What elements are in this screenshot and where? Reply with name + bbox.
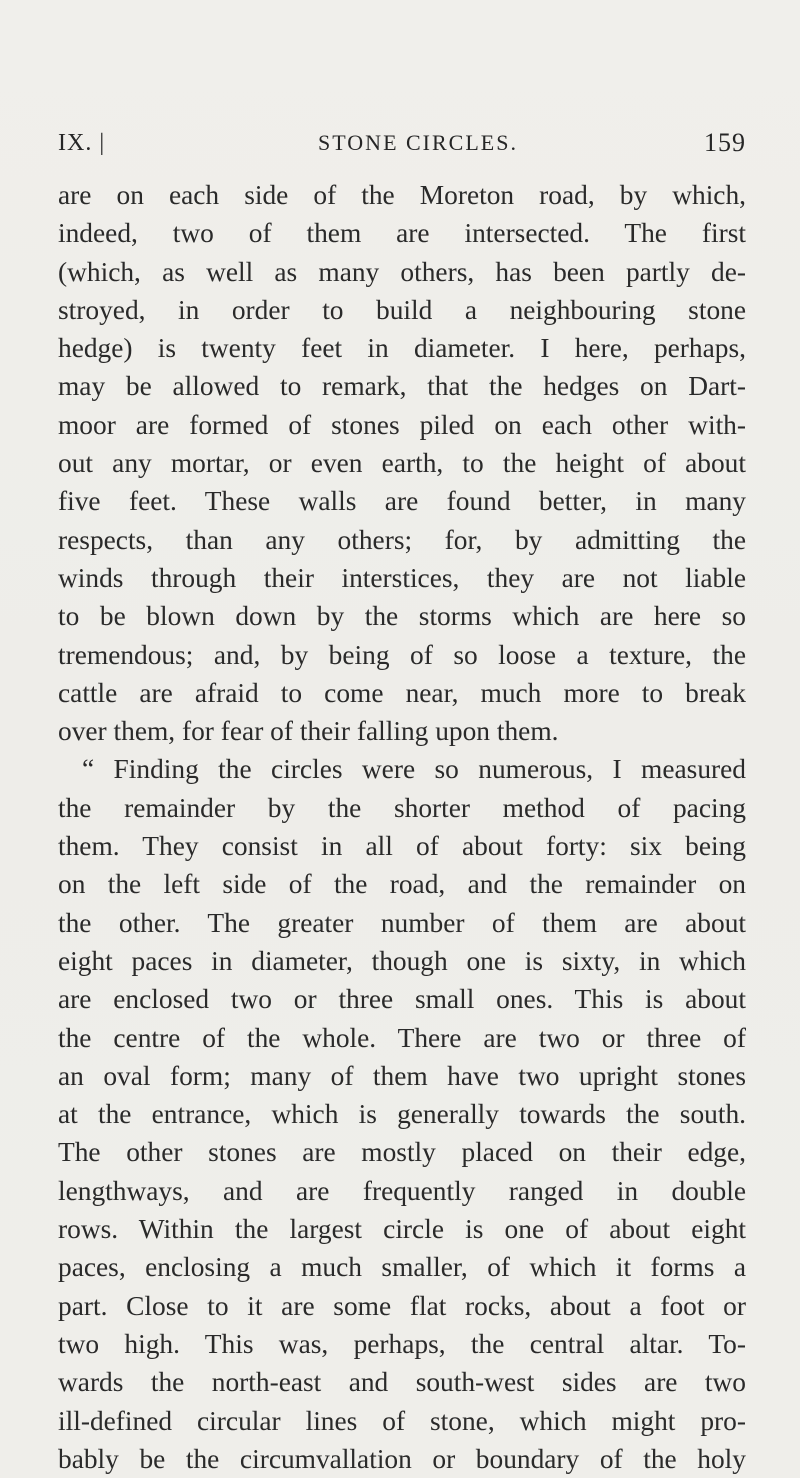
text-line: two high. This was, perhaps, the central altar. To- [58, 1328, 746, 1359]
running-title: STONE CIRCLES. [318, 130, 518, 155]
text-line: to be blown down by the storms which are here so [58, 601, 746, 632]
text-line: The other stones are mostly placed on their edge, [58, 1137, 746, 1168]
text-line: bably be the circumvallation or boundary of the holy [58, 1443, 746, 1474]
text-line: respects, than any others; for, by admitting the [58, 524, 746, 555]
text-line: are on each side of the Moreton road, by which, [58, 180, 746, 210]
text-line-paragraph-start: “ Finding the circles were so numerous, I measured [82, 754, 746, 785]
text-line: stroyed, in order to build a neighbouring stone [58, 294, 746, 325]
text-line: the centre of the whole. There are two or three of [58, 1022, 746, 1053]
text-line: rows. Within the largest circle is one of about eight [58, 1214, 746, 1245]
text-line: moor are formed of stones piled on each other with- [58, 409, 746, 440]
text-line: five feet. These walls are found better, in many [58, 486, 746, 517]
running-head [58, 128, 746, 162]
text-line: an oval form; many of them have two upright stones [58, 1060, 746, 1091]
text-line: on the left side of the road, and the remainder on [58, 869, 746, 900]
text-line: hedge) is twenty feet in diameter. I here, perhaps, [58, 333, 746, 364]
text-line: out any mortar, or even earth, to the height of about [58, 448, 746, 479]
text-line: cattle are afraid to come near, much more to break [58, 677, 746, 708]
text-line: part. Close to it are some flat rocks, about a foot or [58, 1290, 746, 1321]
page-number: 159 [704, 128, 746, 157]
text-line: the other. The greater number of them are about [58, 907, 746, 938]
body-text [58, 176, 746, 1478]
text-line: ill-defined circular lines of stone, which might pro- [58, 1405, 746, 1436]
text-line: the remainder by the shorter method of pacing [58, 792, 746, 823]
text-line-paragraph-end: over them, for fear of their falling upon them. [58, 716, 559, 747]
text-line: (which, as well as many others, has been partly de- [58, 256, 746, 287]
text-line: lengthways, and are frequently ranged in double [58, 1175, 746, 1206]
text-line: wards the north-east and south-west sides are two [58, 1367, 746, 1398]
text-line: may be allowed to remark, that the hedges on Dart- [58, 371, 746, 402]
text-line: at the entrance, which is generally towards the south. [58, 1099, 746, 1130]
text-line: are enclosed two or three small ones. This is about [58, 984, 746, 1015]
text-line: winds through their interstices, they are not liable [58, 562, 746, 593]
text-line: indeed, two of them are intersected. The first [58, 218, 746, 249]
text-line: eight paces in diameter, though one is sixty, in which [58, 945, 746, 976]
text-line: paces, enclosing a much smaller, of which it forms a [58, 1252, 746, 1283]
text-line: them. They consist in all of about forty: six being [58, 831, 746, 862]
text-line: tremendous; and, by being of so loose a texture, the [58, 639, 746, 670]
chapter-number: IX. | [58, 130, 106, 156]
